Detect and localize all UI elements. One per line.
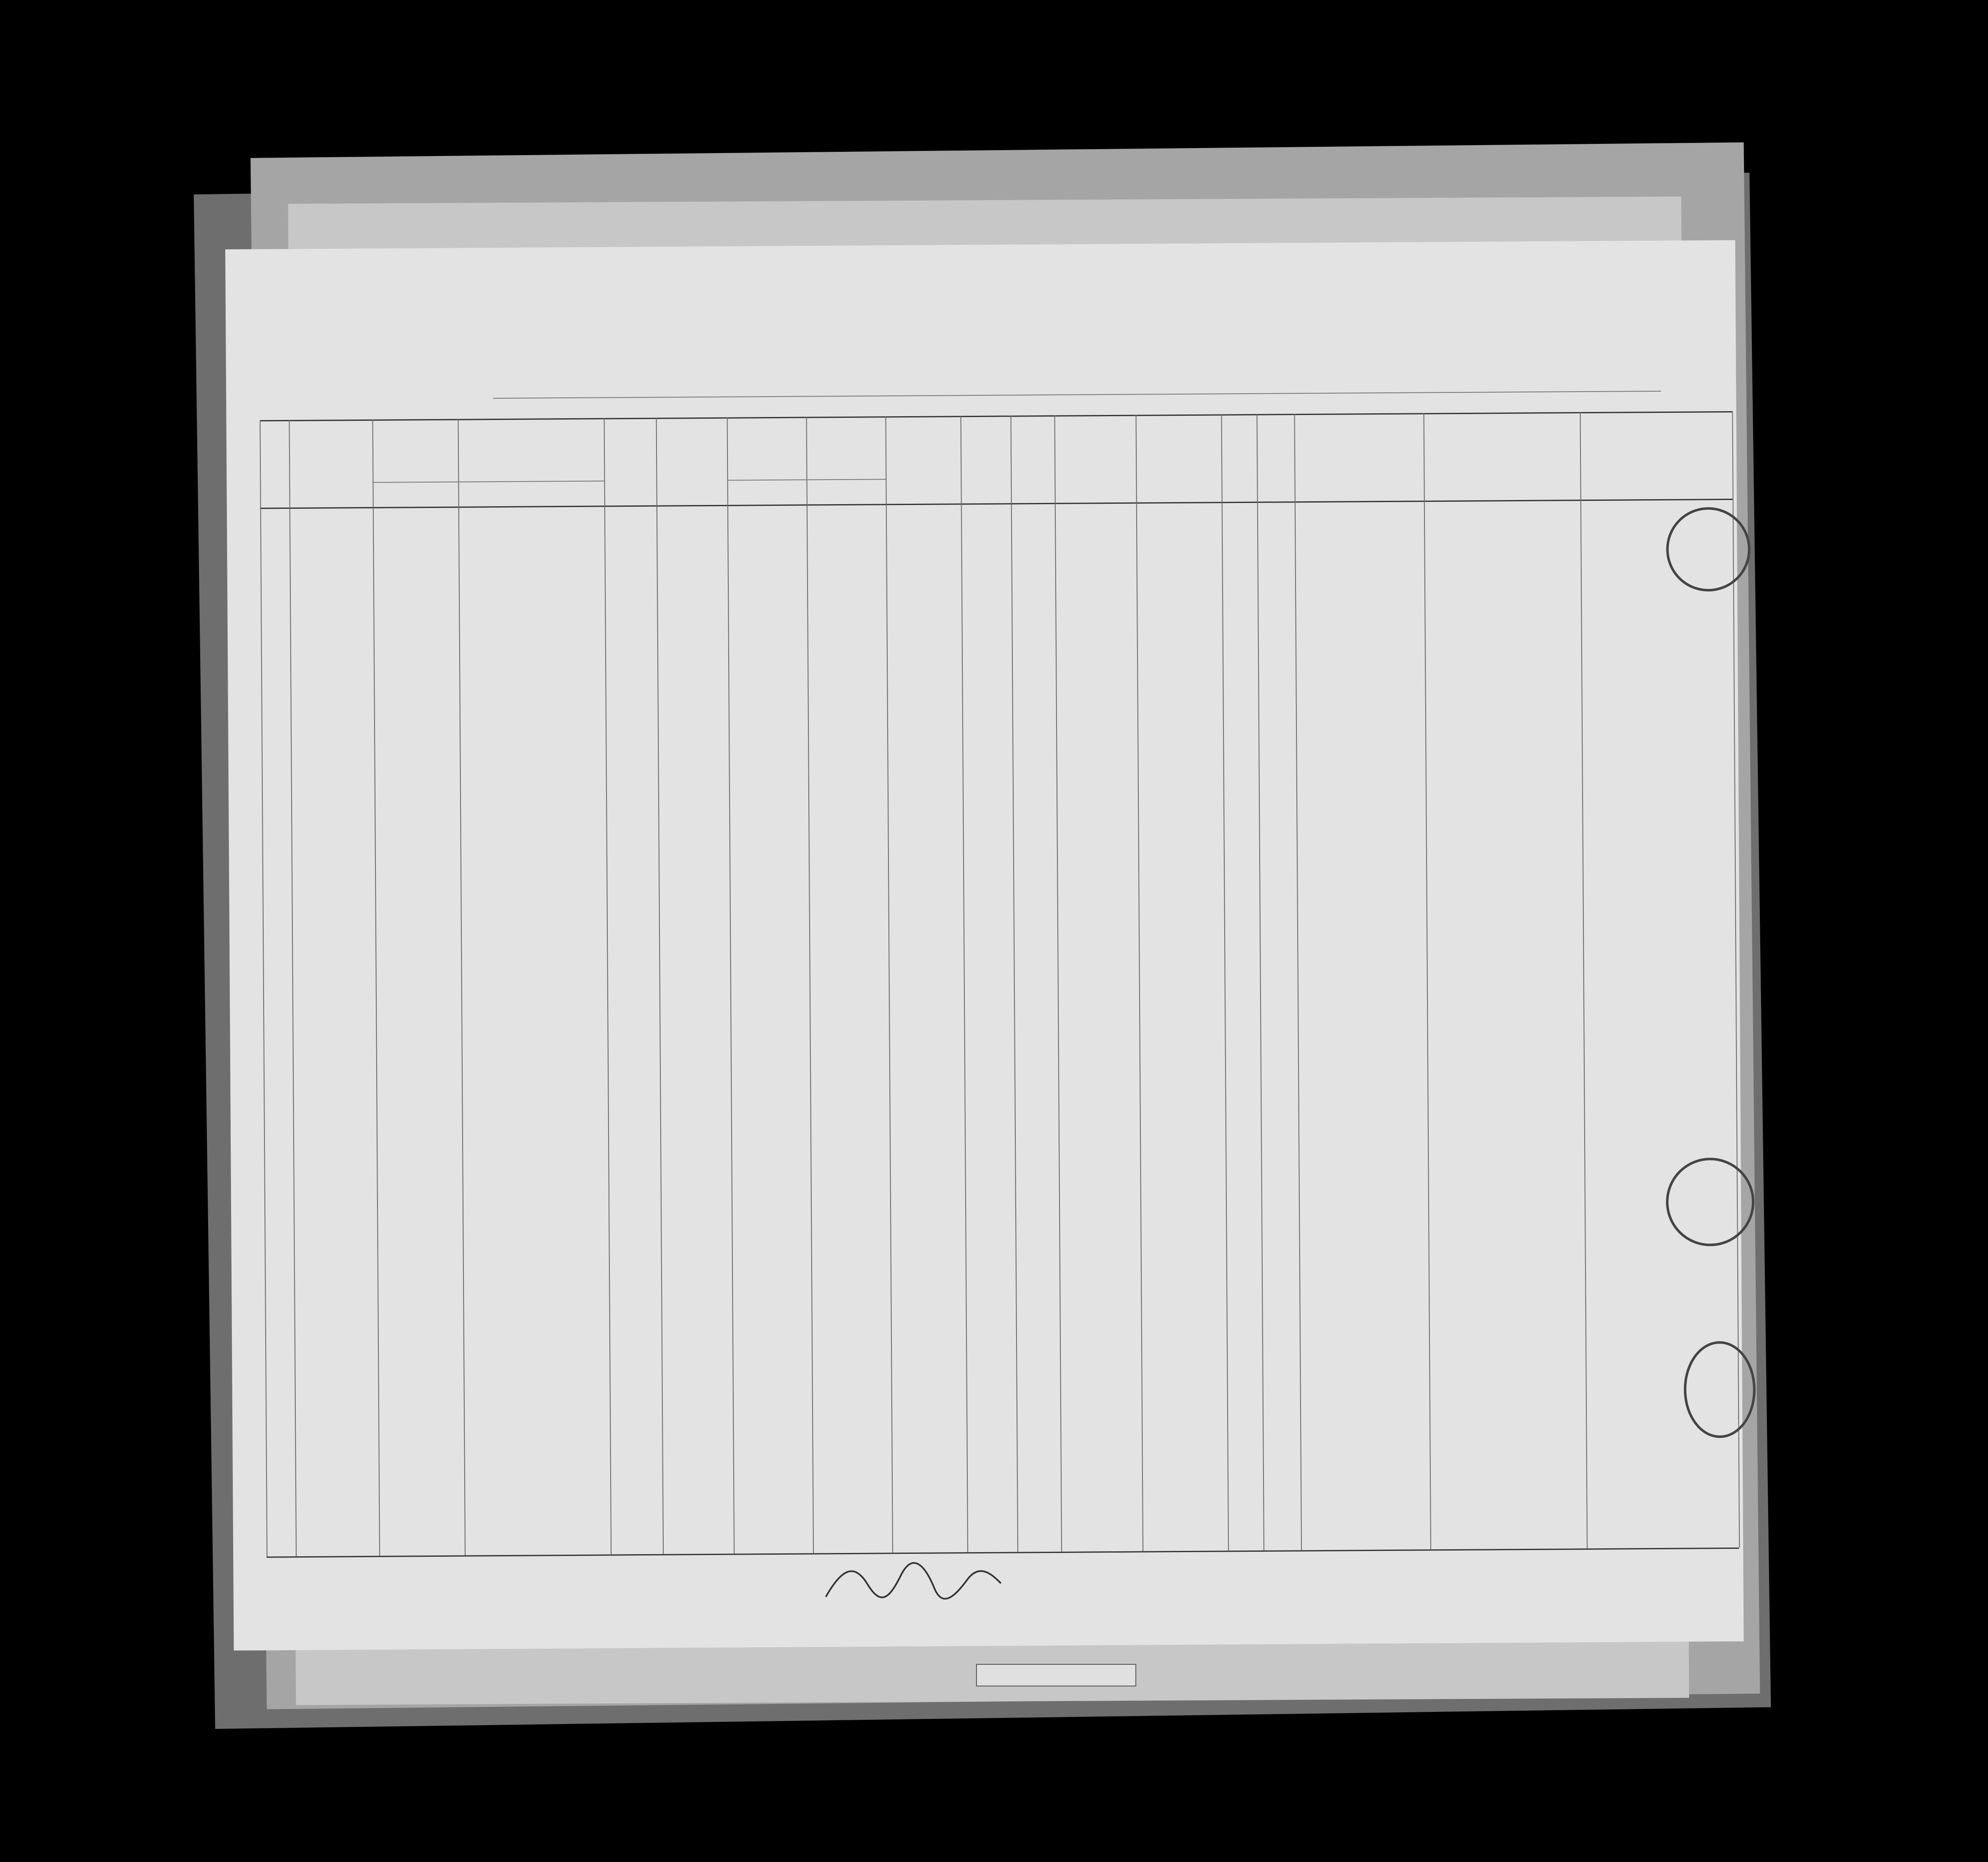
column-number	[1054, 418, 1136, 419]
column-divider	[1221, 414, 1229, 1550]
column-label	[1057, 428, 1133, 429]
column-divider	[1054, 415, 1062, 1552]
havre-stamp-box	[976, 1664, 1136, 1686]
column-number	[961, 419, 1011, 420]
table-top-border	[260, 411, 1732, 422]
column-divider	[1256, 414, 1264, 1550]
column-divider	[885, 416, 893, 1553]
manifest-subtitle	[359, 320, 1686, 328]
column-label	[963, 429, 1008, 430]
column-number	[1423, 415, 1580, 416]
column-label	[1426, 425, 1578, 426]
manifest-title	[226, 279, 1736, 288]
column-divider	[806, 417, 814, 1553]
column-number	[886, 419, 961, 420]
header-bottom-border	[260, 499, 1733, 509]
column-divider	[289, 420, 297, 1556]
column-sublabel	[458, 488, 604, 489]
column-divider	[1135, 415, 1143, 1551]
column-sublabel	[373, 489, 458, 490]
column-divider	[656, 418, 664, 1554]
subheader-divider	[372, 480, 604, 482]
column-label	[606, 431, 654, 432]
column-number	[604, 421, 656, 422]
column-number	[372, 421, 604, 422]
fine-note	[1243, 1584, 1702, 1587]
column-divider	[458, 419, 466, 1555]
column-number	[1136, 417, 1221, 418]
column-number	[1294, 416, 1424, 417]
column-divider	[727, 417, 735, 1554]
column-divider	[1580, 412, 1588, 1548]
column-divider	[604, 418, 611, 1554]
column-label	[1297, 426, 1421, 427]
column-label	[375, 435, 601, 437]
column-divider	[372, 420, 380, 1556]
column-divider	[260, 420, 268, 1556]
column-divider	[1010, 415, 1018, 1552]
column-number	[1221, 417, 1257, 418]
inspector-stamp-top	[1666, 507, 1751, 592]
inspector-stamp-bottom	[1684, 1341, 1756, 1438]
vessel-underline	[493, 391, 1661, 399]
column-divider	[1423, 413, 1431, 1549]
column-sublabel	[807, 486, 886, 487]
column-divider	[1294, 414, 1302, 1550]
inspector-stamp-middle	[1666, 1158, 1754, 1246]
column-label	[1138, 427, 1219, 428]
column-divider	[960, 416, 968, 1552]
column-label	[888, 429, 958, 430]
inspector-signature	[817, 1558, 1009, 1610]
table-bottom-border	[267, 1548, 1739, 1558]
manifest-sheet	[225, 240, 1744, 1651]
